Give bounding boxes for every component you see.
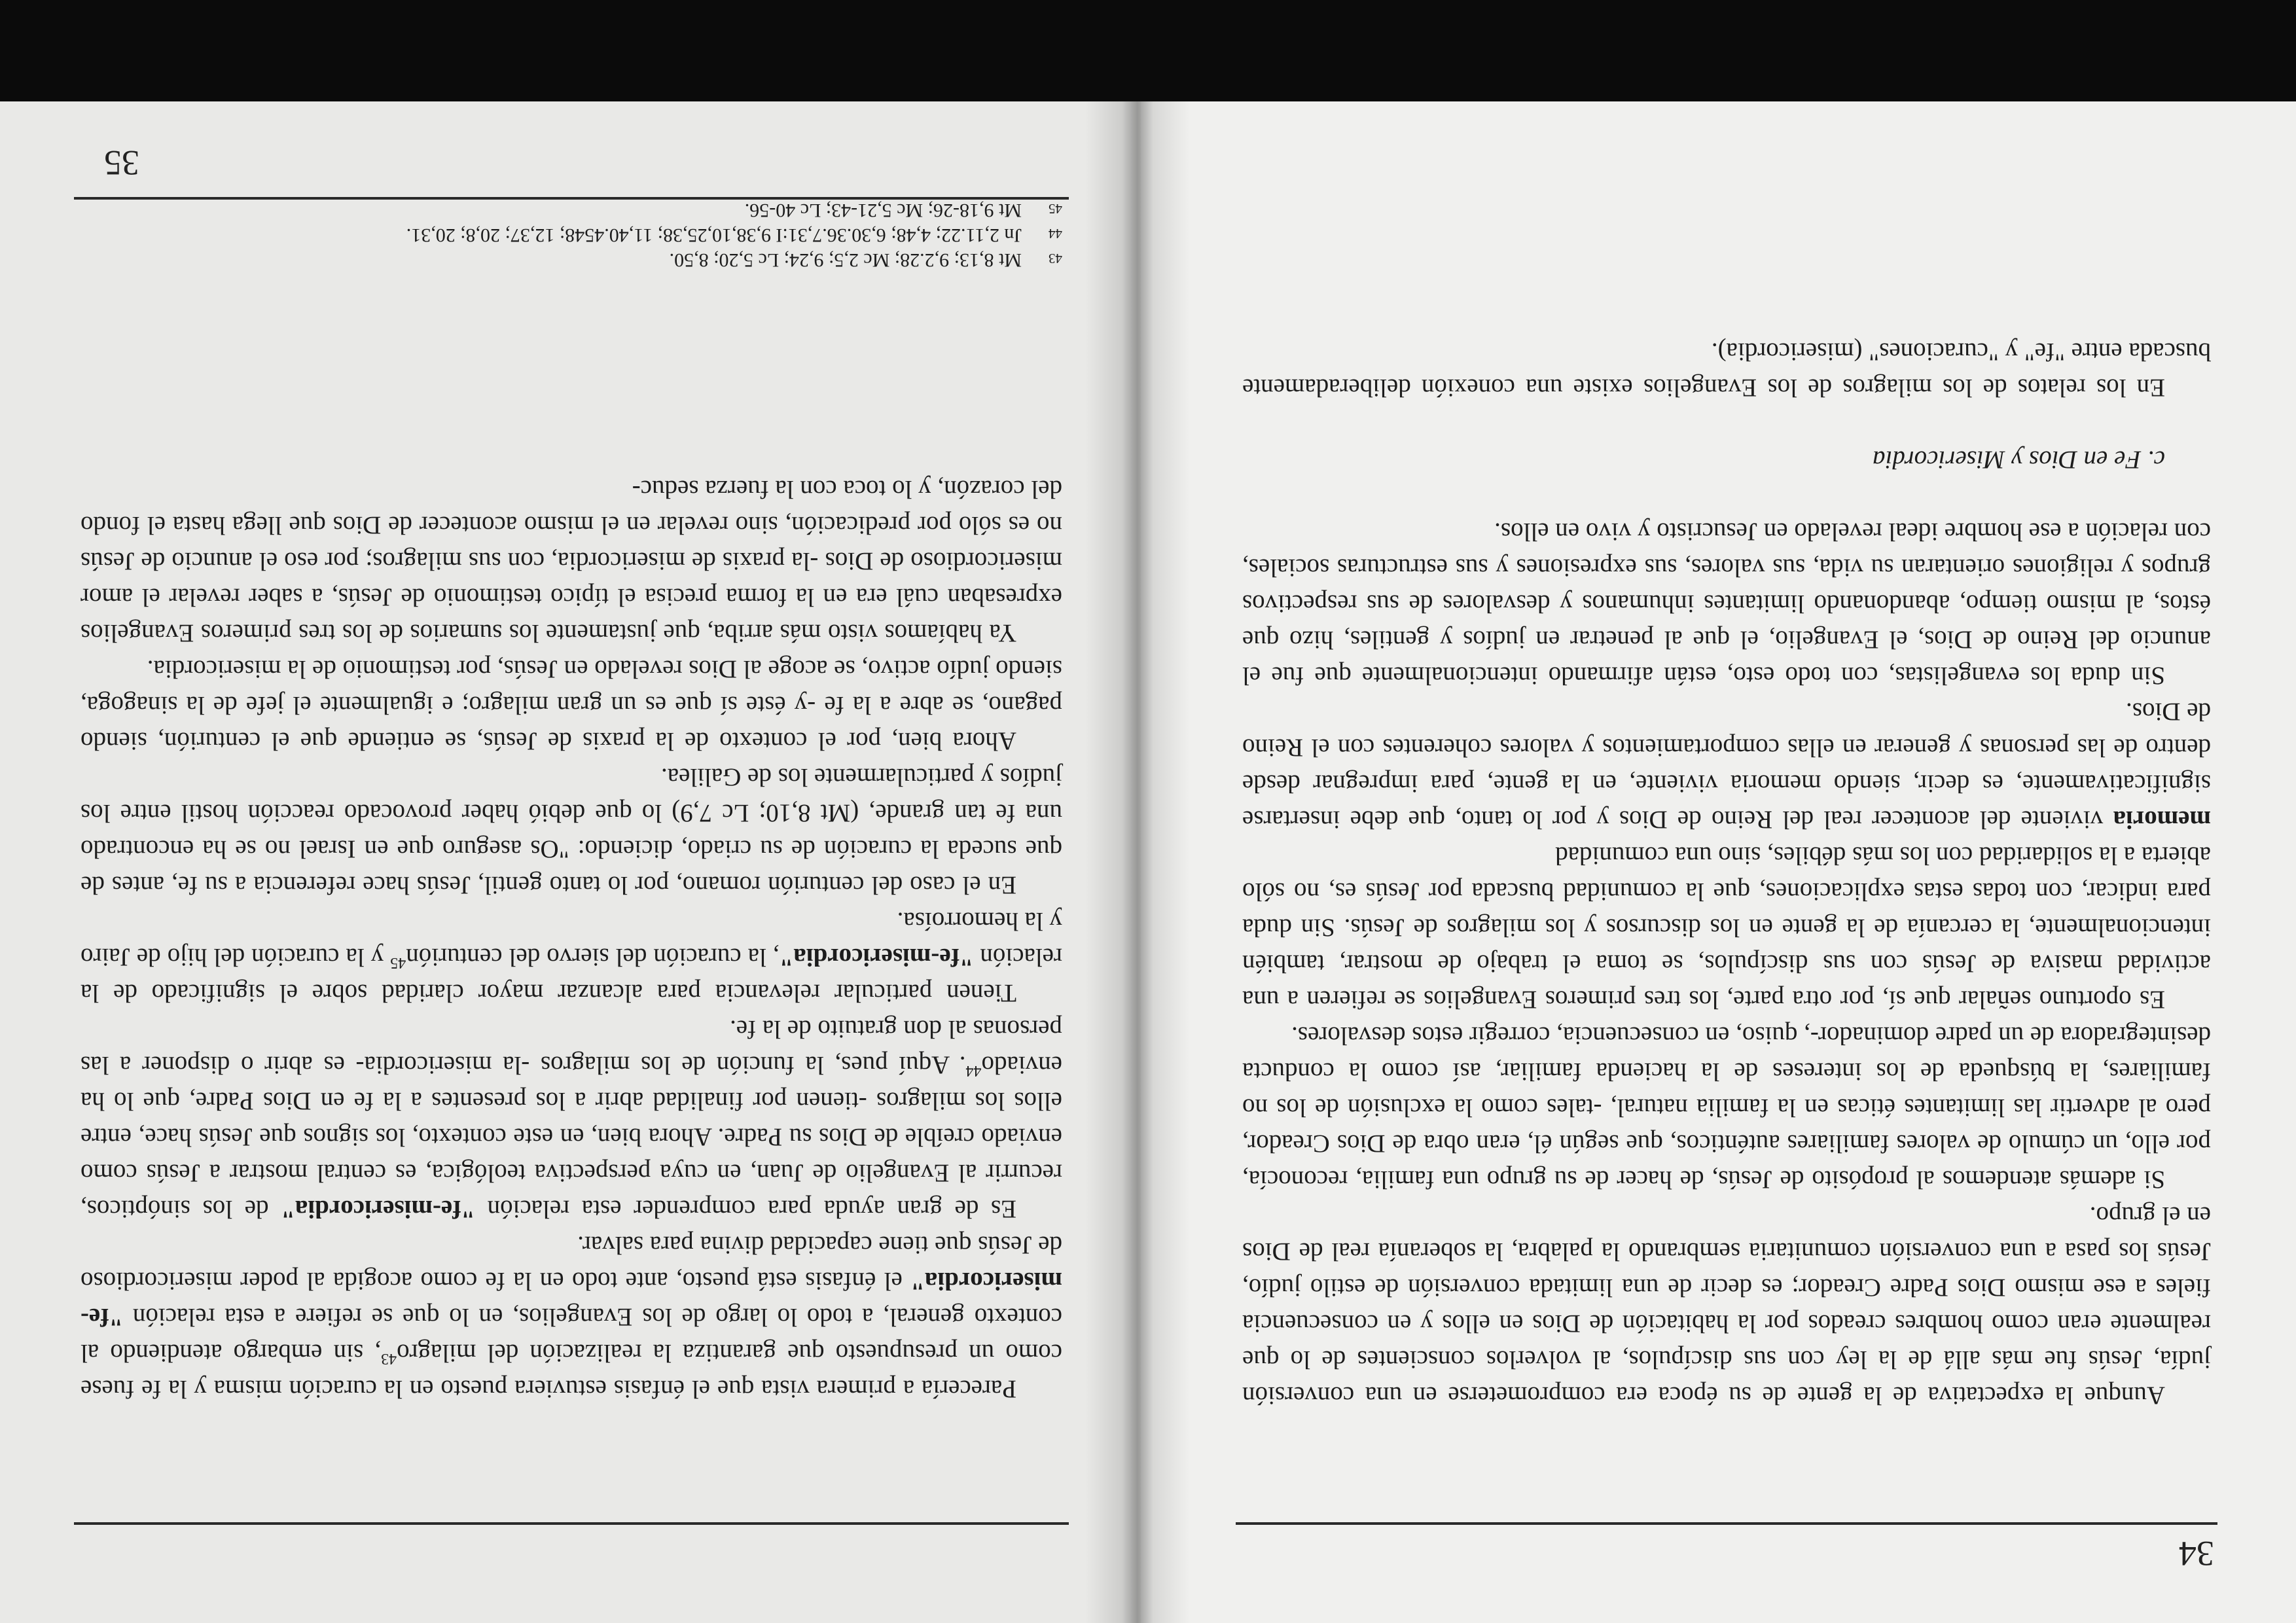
header-rule	[1236, 1522, 2217, 1525]
page-number: 35	[104, 143, 139, 183]
footnote-number: 43	[1049, 251, 1062, 266]
paragraph: En los relatos de los milagros de los Evangelios existe una conexión deliberadamente buscada entre "fe" y "curaciones" (misericordia).	[1242, 338, 2211, 402]
paragraph-text: viviente del acontecer real del Reino de Dios y por lo tanto, que debe insertarse significativamente, es decir, siendo memoria viviente, en la gente, para impregnar desde dentro de las personas y generar en ellas comportamientos y valores coherentes con el Reino de Dios.	[1242, 698, 2211, 834]
section-heading: c. Fe en Dios y Misericordia	[1873, 446, 2165, 474]
header-rule	[74, 1522, 1069, 1525]
footnote-ref: 44	[965, 1062, 982, 1079]
paragraph: Tienen particular relevancia para alcanzar mayor claridad sobre el significado de la relación "fe-misericordia", la curación del siervo del centurión$^{45}$ y la curación del hijo de Jairo y la hemorroísa.	[81, 907, 1062, 1007]
footnote-text: Mt 9,18-26; Mc 5,21-43; Lc 40-56.	[744, 200, 1022, 221]
footnote-ref: 45	[390, 954, 406, 971]
paragraph: Sin duda los evangelistas, con todo esto, están afirmando intencionalmente que fue el anuncio del Reino de Dios, el Evangelio, el que al penetrar en judíos y gentiles, hizo que éstos, al mismo tiempo, abandonando limitantes inhumanos y desvalores de sus respectivos grupos y religiones orientaran su vida, sus valores, sus expresiones y sus estructuras sociales, con relación a ese hombre ideal revelado en Jesucristo y vivo en ellos.	[1242, 518, 2211, 690]
footnote-number: 45	[1049, 201, 1062, 217]
footnote-text: Jn 2,11.22; 4,48; 6,30.36.7,31:I 9,38,10,25,38; 11,40.4548; 12,37; 20,8; 20,31.	[406, 224, 1022, 246]
page-34	[1141, 101, 2296, 1623]
paragraph: Ya habíamos visto más arriba, que justamente los sumarios de los tres primeros Evangelios expresaban cuál era en la forma precisa el típico testimonio de Jesús, a saber revelar el amor misericordioso de Dios -la praxis de misericordia, con sus milagros; por eso el anuncio de Jesús no es sólo por predicación, sino revelar en el mismo acontecer de Dios que llega hasta el fondo del corazón, y lo toca con la fuerza seduc-	[81, 475, 1062, 647]
bold-term: "fe-misericordia"	[779, 943, 974, 971]
paragraph: Ahora bien, por el contexto de la praxis de Jesús, se entiende que el centurión, siendo pagano, se abre a la fe -y éste sí que es un gran milagro; e igualmente el jefe de la sinagoga, siendo judío activo, se acoge al Dios revelado en Jesús, por testimonio de la misericordia.	[81, 655, 1062, 755]
bold-term: memoria	[2113, 806, 2211, 834]
paragraph: Parecería a primera vista que el énfasis estuviera puesto en la curación misma y la fe fuese como un presupuesto que garantiza la realización del milagro$^{43}$, sin embargo atendiendo al contexto general, a todo lo largo de los Evangelios, en lo que se refiere a esta relación "fe-misericordia" el énfasis está puesto, ante todo en la fe como acogida al poder misericordioso de Jesús que tiene capacidad divina para salvar.	[80, 1231, 1062, 1403]
page-35	[0, 101, 1141, 1623]
bold-term: "fe-misericordia"	[81, 1267, 1062, 1331]
footnote	[81, 197, 1062, 222]
paragraph: Aunque la expectativa de la gente de su época era comprometerse en una conversión judía, Jesús fue más allá de la ley con sus discípulos, al volverlos conscientes de lo que realmente eran como hombres creados por la habitación de Dios en ellos y en consecuencia fieles a ese mismo Dios Padre Creador; es decir de una limitada conversión de estilo judío, Jesús los pasa a una conversión comunitaria sembrando la palabra, la soberanía real de Dios en el grupo.	[1242, 1202, 2211, 1410]
page-34-body	[1242, 334, 2211, 1414]
footnote-text: Mt 8,13; 9,2.28; Mc 2,5; 9,24; Lc 5,20; 8,50.	[669, 249, 1022, 271]
paragraph: Es oportuno señalar que sí, por otra parte, los tres primeros Evangelios se refieren a una actividad masiva de Jesús con sus discípulos, se toma el trabajo de mostrar, también intencionalmente, la cercanía de la gente en los discursos y los milagros de Jesús. Sin duda para indicar, con todas estas explicaciones, que la comunidad buscada por Jesús es, no sólo abierta a la solidaridad con los más débiles, sino una comunidad	[1242, 842, 2211, 1014]
footnote-number: 44	[1049, 226, 1062, 241]
paragraph: En el caso del centurión romano, por lo tanto gentil, Jesús hace referencia a su fe, antes de que suceda la curación de su criado, diciendo: "Os aseguro que en Israel no se ha encontrado una fe tan grande, (Mt 8,10; Lc 7,9) lo que debió haber provocado reacción hostil entre los judíos y particularmente los de Galilea.	[81, 763, 1062, 899]
footnote	[81, 222, 1062, 247]
footer-rule	[74, 197, 1069, 200]
paragraph	[1242, 694, 2211, 838]
bold-term: "fe-misericordia"	[281, 1195, 475, 1223]
paragraph: Es de gran ayuda para comprender esta relación "fe-misericordia" de los sinópticos, recurrir al Evangelio de Juan, en cuya perspectiva teológica, es central mostrar a Jesús como enviado creíble de Dios su Padre. Ahora bien, en este contexto, los signos que Jesús hace, entre ellos los milagros -tienen por finalidad abrir a los presentes a la fe en Dios Padre, que lo ha enviado$^{44}$. Aquí pues, la función de los milagros -la misericordia- es abrir o disponer a las personas al don gratuito de la fe.	[80, 1015, 1062, 1223]
page-35-body	[81, 471, 1062, 1407]
paragraph: Si además atendemos al propósito de Jesús, de hacer de su grupo una familia, reconocía, por ello, un cúmulo de valores familiares auténticos, que según él, eran obra de Dios Creador, pero al advertir las limitantes éticas en la familia natural, -tales como la exclusión de los no familiares, la búsqueda de los intereses de la hacienda familiar, así como la conducta desintegradora de un padre dominador-, quiso, en consecuencia, corregir estos desvalores.	[1242, 1022, 2211, 1194]
page-number: 34	[2179, 1534, 2214, 1573]
footnote-ref: 43	[381, 1350, 397, 1367]
footnotes	[81, 197, 1062, 272]
footnote	[81, 247, 1062, 272]
